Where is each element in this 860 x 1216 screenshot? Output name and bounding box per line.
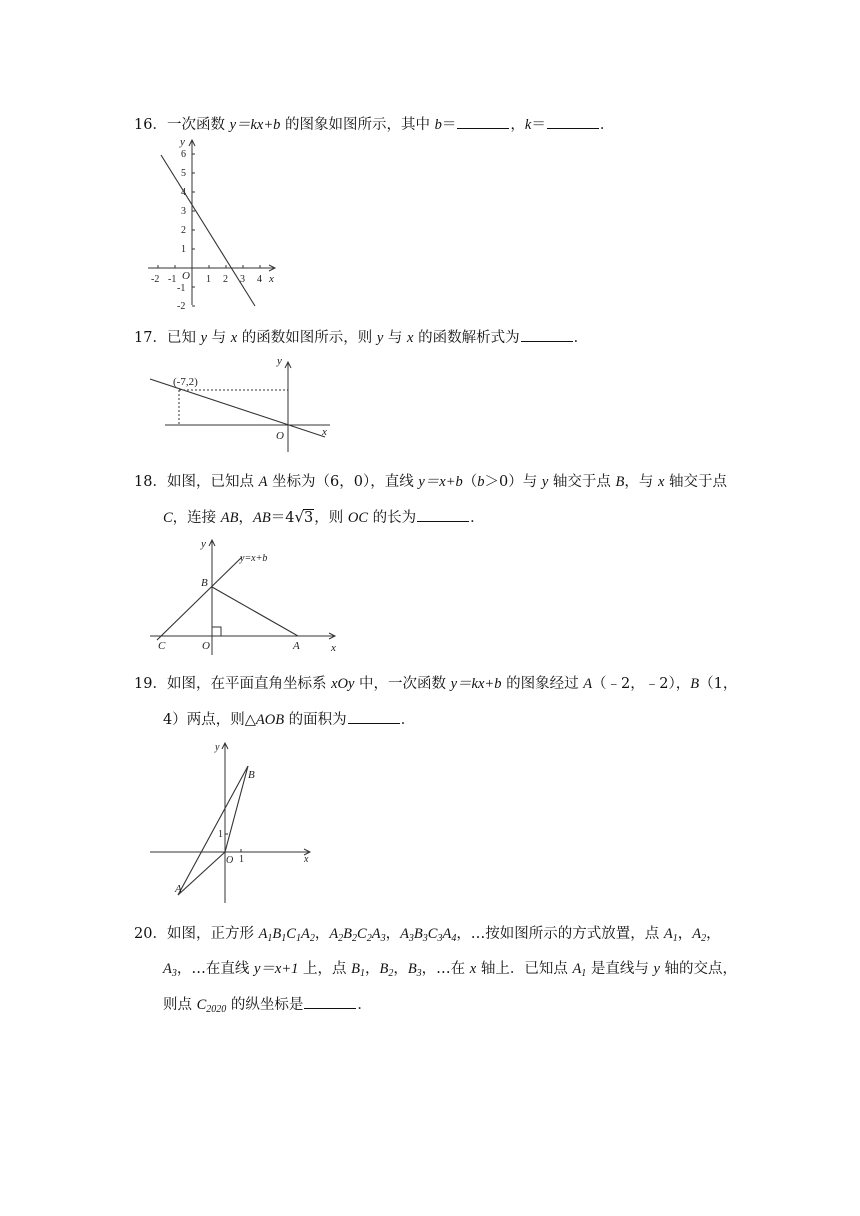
y-tick-label: 5 [181, 168, 186, 179]
x-axis-label: x [269, 273, 274, 285]
segment-ob [225, 766, 248, 852]
sqrt-radicand: 3 [304, 510, 314, 526]
q20-text-line2: $A_3$，…在直线 y＝x+1 上，点 $B_1$，$B_2$，$B_3$，…在 x 轴上．已知点 $A_1$ 是直线与 y 轴的交点， [163, 961, 738, 979]
x-tick-label: 2 [223, 274, 228, 285]
q17-graph [145, 352, 340, 452]
answer-blank[interactable] [417, 507, 469, 522]
y-tick-label: -1 [177, 283, 186, 294]
x-tick-label: 1 [239, 854, 244, 865]
segment-ao [178, 852, 225, 895]
x-axis-label: x [304, 854, 309, 865]
line-bc [157, 557, 242, 640]
q16-text: 16．一次函数 y＝kx+b 的图象如图所示，其中 b＝ ，k＝ ． [134, 114, 614, 135]
q18-graph [145, 535, 345, 660]
point-label: (-7,2) [173, 376, 198, 388]
y-tick-label: 3 [181, 206, 186, 217]
origin-label: O [226, 855, 234, 866]
y-tick-label: 4 [181, 187, 186, 198]
q20-text-line3: 则点 $C_{2020}$ 的纵坐标是 ． [163, 994, 372, 1015]
q16-graph [140, 135, 290, 310]
q17-text: 17．已知 y 与 x 的函数如图所示，则 y 与 x 的函数解析式为 ． [134, 327, 588, 348]
q18-text-line1: 18．如图，已知点 A 坐标为（6，0），直线 y＝x+b（b＞0）与 y 轴交于点 B，与 x 轴交于点 [134, 474, 728, 490]
y-axis-label: y [180, 136, 185, 148]
q19-graph [145, 738, 320, 903]
line-ab [178, 766, 248, 895]
answer-blank[interactable] [304, 994, 356, 1009]
q19-text-line2: 4）两点，则△AOB 的面积为 ． [163, 709, 415, 730]
y-axis-label: y [215, 742, 220, 753]
q19-text-line1: 19．如图，在平面直角坐标系 xOy 中，一次函数 y＝kx+b 的图象经过 A（﹣2，﹣2），B（1， [134, 676, 738, 692]
point-a-label: A [293, 640, 300, 652]
y-axis-label: y [201, 538, 206, 550]
y-tick-label: 1 [181, 244, 186, 255]
x-tick-label: 1 [206, 274, 211, 285]
x-tick-label: -1 [168, 274, 177, 285]
point-b-label: B [201, 577, 208, 589]
y-tick-label: 2 [181, 225, 186, 236]
origin-label: O [276, 430, 284, 442]
segment-ab [212, 587, 298, 636]
q20-text-line1: 20．如图，正方形 $A_1B_1C_1A_2$，$A_2B_2C_2A_3$，$A_3B_3C_3A_4$，…按如图所示的方式放置，点 $A_1$，$A_2$， [134, 926, 721, 944]
answer-blank-b[interactable] [457, 114, 509, 129]
y-tick-label: 1 [218, 829, 223, 840]
x-tick-label: 3 [240, 274, 245, 285]
answer-blank[interactable] [521, 327, 573, 342]
point-b-label: B [248, 769, 255, 781]
x-axis-label: x [322, 426, 327, 438]
y-axis-label: y [277, 355, 282, 367]
x-tick-label: 4 [257, 274, 262, 285]
origin-label: O [202, 640, 210, 652]
line-label: y=x+b [240, 553, 268, 564]
origin-label: O [182, 270, 190, 282]
q18-text-line2: C，连接 AB，AB＝4√3，则 OC 的长为 ． [163, 508, 485, 526]
y-tick-label: 6 [181, 149, 186, 160]
x-tick-label: -2 [151, 274, 160, 285]
y-tick-label: -2 [177, 301, 186, 312]
point-c-label: C [158, 640, 166, 652]
answer-blank-k[interactable] [547, 114, 599, 129]
right-angle-mark [212, 627, 221, 636]
point-a-label: A [175, 883, 182, 895]
answer-blank[interactable] [348, 709, 400, 724]
x-axis-label: x [331, 642, 336, 654]
